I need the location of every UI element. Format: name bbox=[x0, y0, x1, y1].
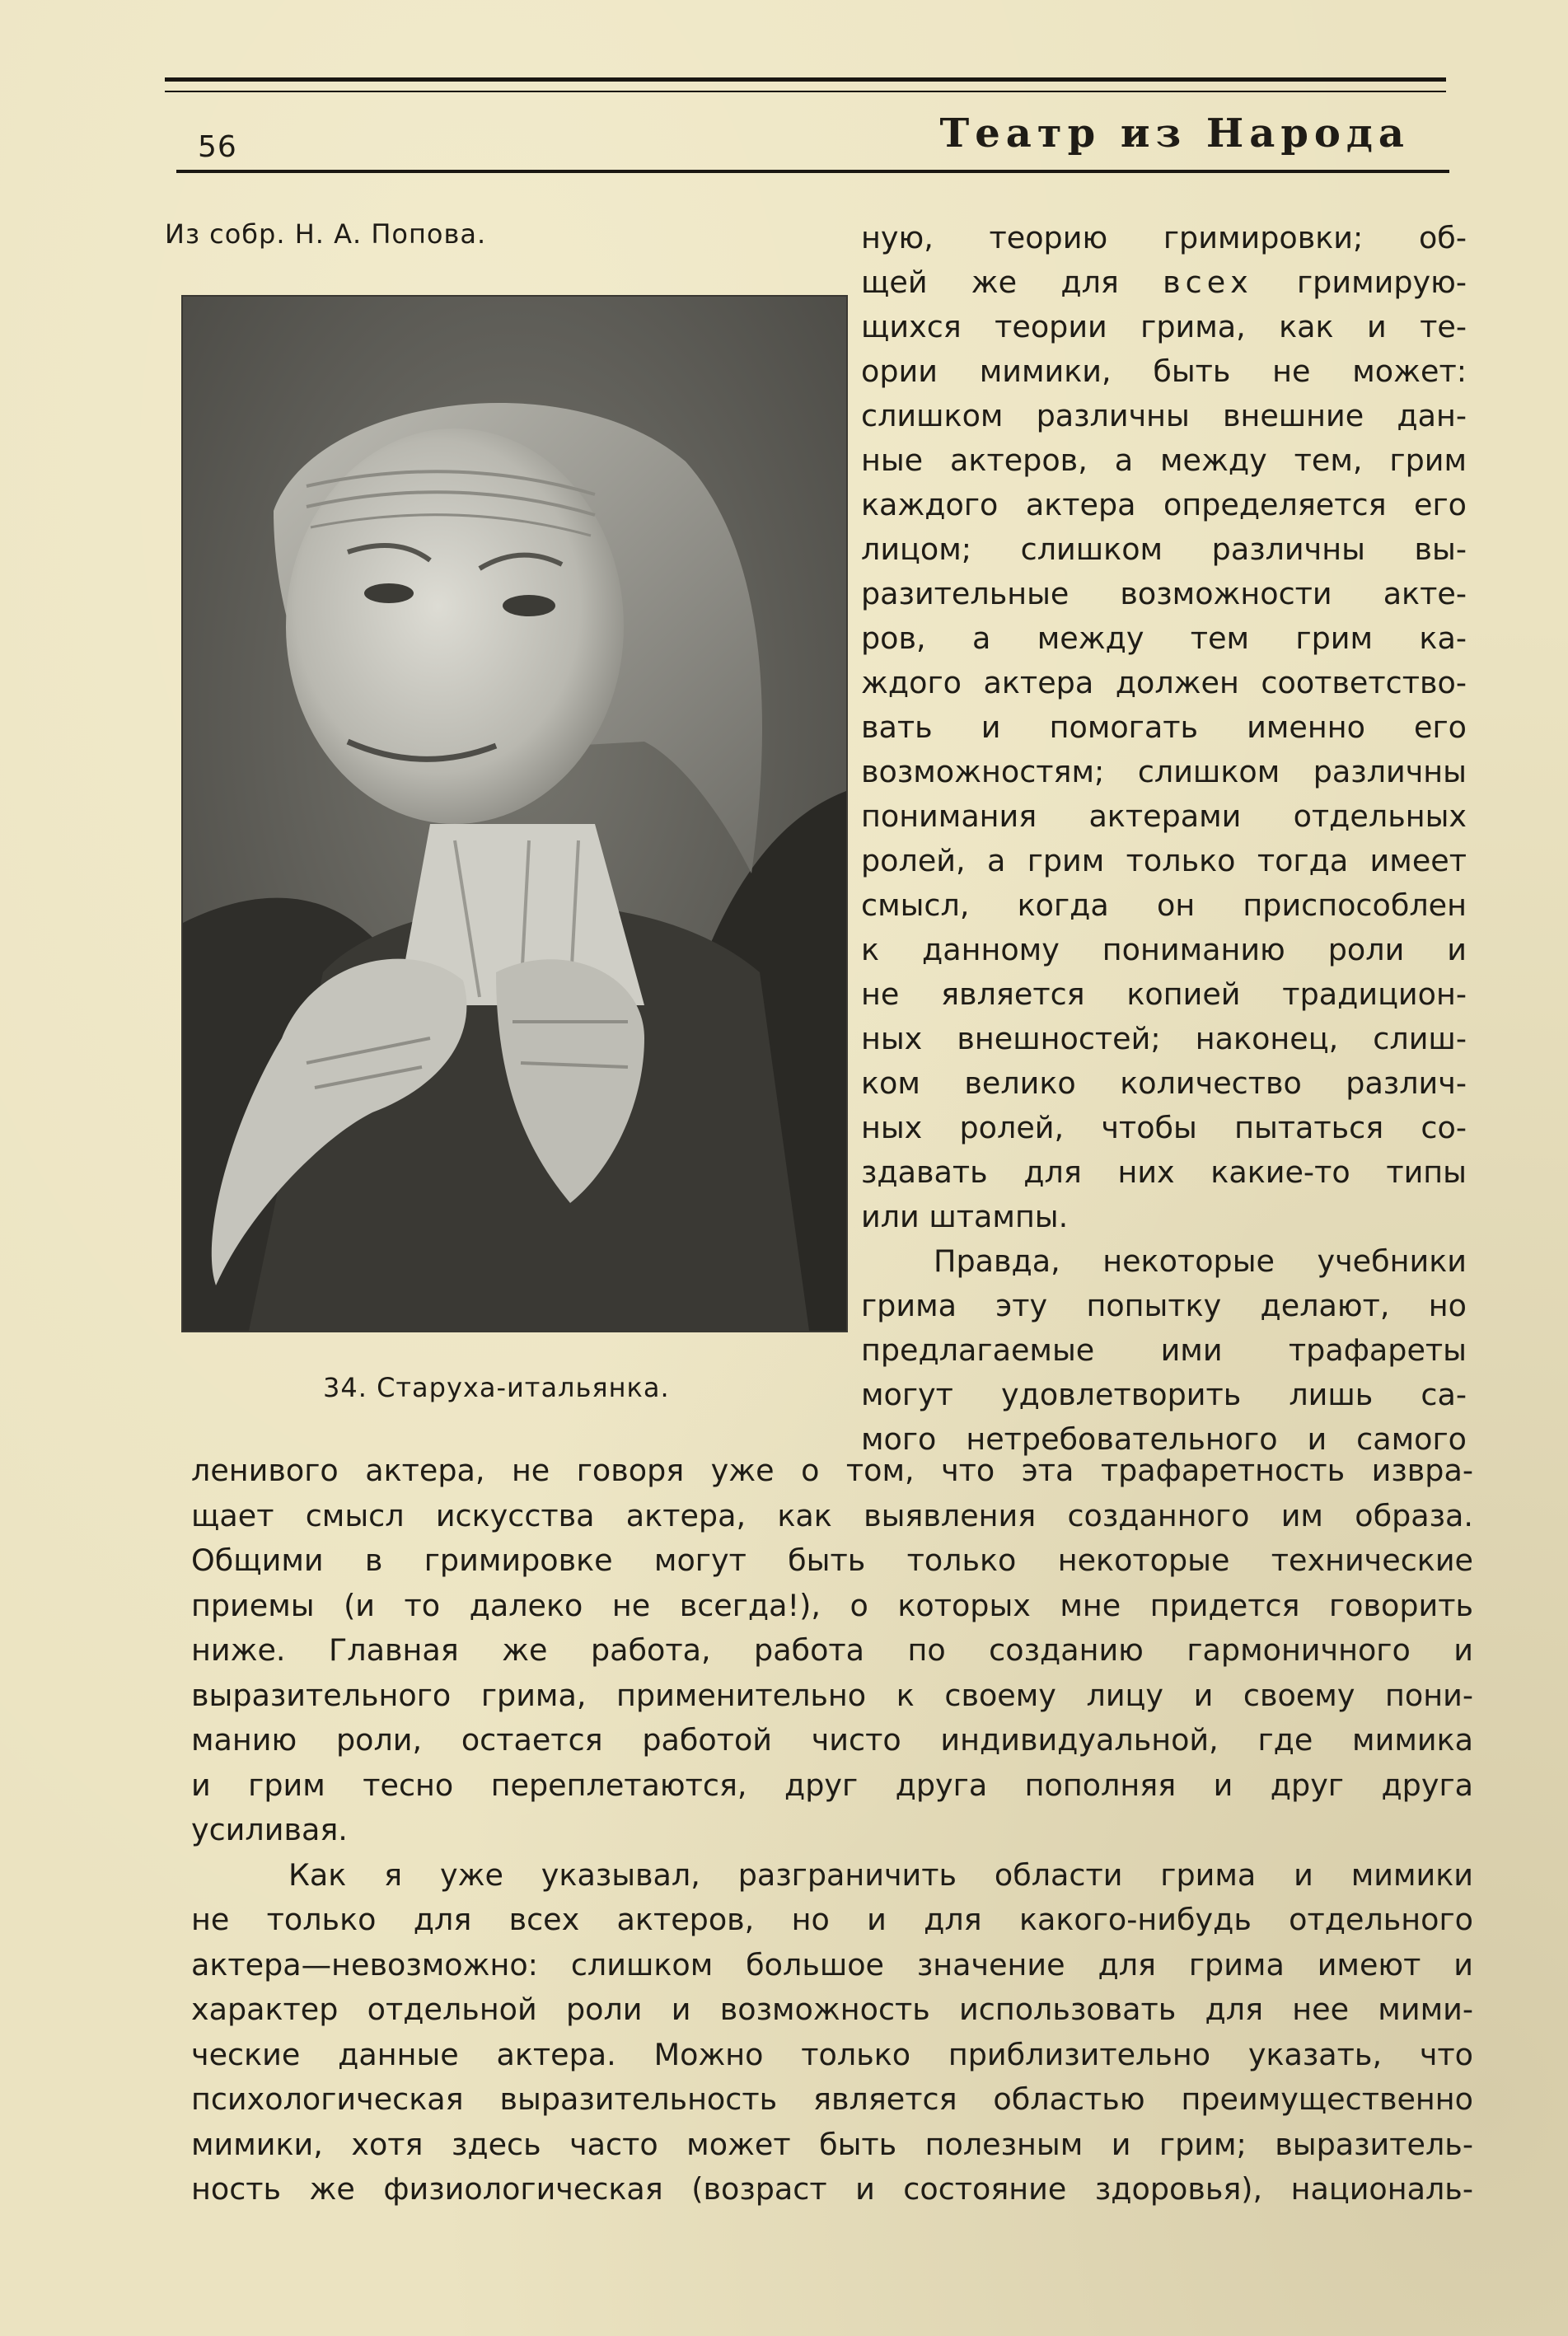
header-rule-bottom bbox=[176, 170, 1449, 173]
text-line: слишком различны внешние дан- bbox=[861, 398, 1467, 433]
text-line: ческие данные актера. Можно только приблизительно указать, что bbox=[191, 2036, 1473, 2072]
full-width-text bbox=[191, 1449, 1473, 2212]
text-line: возможностям; слишком различны bbox=[861, 754, 1467, 789]
text-line: актера—невозможно: слишком большое значение для грима имеют и bbox=[191, 1946, 1473, 1983]
page-number: 56 bbox=[198, 130, 237, 164]
text-line: вать и помогать именно его bbox=[861, 709, 1467, 745]
text-line: или штампы. bbox=[861, 1199, 1069, 1234]
text-line: не только для всех актеров, но и для какого-нибудь отдельного bbox=[191, 1902, 1473, 1937]
text-line: и грим тесно переплетаются, друг друга пополняя и друг друга bbox=[191, 1767, 1473, 1803]
text-line: ниже. Главная же работа, работа по созданию гармоничного и bbox=[191, 1632, 1473, 1668]
text-line: ные актеров, а между тем, грим bbox=[861, 442, 1467, 478]
text-line: ком велико количество различ- bbox=[861, 1065, 1467, 1101]
header-rule-top-thin bbox=[165, 91, 1446, 92]
text-line: Общими в гримировке могут быть только некоторые технические bbox=[191, 1543, 1473, 1578]
text-line: к данному пониманию роли и bbox=[861, 932, 1467, 967]
right-column-text bbox=[861, 216, 1467, 1462]
text-line: предлагаемые ими трафареты bbox=[861, 1332, 1467, 1368]
text-line: каждого актера определяется его bbox=[861, 487, 1467, 522]
text-line: грима эту попытку делают, но bbox=[861, 1288, 1467, 1323]
text-line: ории мимики, быть не может: bbox=[861, 353, 1467, 389]
text-line: ждого актера должен соответство- bbox=[861, 665, 1467, 700]
text-line: понимания актерами отдельных bbox=[861, 798, 1467, 834]
text-line: здавать для них какие-то типы bbox=[861, 1154, 1467, 1190]
portrait-photo bbox=[181, 295, 848, 1332]
text-line: ных внешностей; наконец, слиш- bbox=[861, 1021, 1467, 1056]
text-line: ролей, а грим только тогда имеет bbox=[861, 843, 1467, 878]
text-line: щихся теории грима, как и те- bbox=[861, 309, 1467, 344]
paragraph-start-line: Правда, некоторые учебники bbox=[934, 1243, 1467, 1279]
text-line: усиливая. bbox=[191, 1812, 348, 1847]
text-line: психологическая выразительность является областью преимущественно bbox=[191, 2081, 1473, 2117]
text-line: смысл, когда он приспособлен bbox=[861, 887, 1467, 923]
header-rule-top bbox=[165, 77, 1446, 82]
text-line: лицом; слишком различны вы- bbox=[861, 531, 1467, 567]
text-line: характер отдельной роли и возможность использовать для нее мими- bbox=[191, 1992, 1473, 2027]
paragraph-start-line: Как я уже указывал, разграничить области грима и мимики bbox=[288, 1856, 1473, 1893]
text-line: не является копией традицион- bbox=[861, 976, 1467, 1012]
portrait-photo-image bbox=[183, 297, 846, 1331]
text-line: ров, а между тем грим ка- bbox=[861, 620, 1467, 656]
text-line: ленивого актера, не говоря уже о том, что эта трафаретность извра- bbox=[191, 1453, 1473, 1488]
text-line: могут удовлетворить лишь са- bbox=[861, 1377, 1467, 1412]
text-line: ную, теорию гримировки; об- bbox=[861, 220, 1467, 255]
photo-caption: 34. Старуха-итальянка. bbox=[323, 1372, 670, 1403]
text-line: разительные возможности акте- bbox=[861, 576, 1467, 611]
text-line: щает смысл искусства актера, как выявления созданного им образа. bbox=[191, 1497, 1473, 1533]
text-line: мого нетребовательного и самого bbox=[861, 1421, 1467, 1457]
text-line: манию роли, остается работой чисто индивидуальной, где мимика bbox=[191, 1722, 1473, 1758]
text-line: ных ролей, чтобы пытаться со- bbox=[861, 1110, 1467, 1145]
running-head: Театр из Народа bbox=[939, 110, 1410, 157]
text-line: выразительного грима, применительно к своему лицу и своему пони- bbox=[191, 1677, 1473, 1713]
text-line: приемы (и то далеко не всегда!), о которых мне придется говорить bbox=[191, 1587, 1473, 1623]
text-line: ность же физиологическая (возраст и состояние здоровья), националь- bbox=[191, 2171, 1473, 2207]
text-line: щей же для всех гримирую- bbox=[861, 264, 1467, 300]
text-line: мимики, хотя здесь часто может быть полезным и грим; выразитель- bbox=[191, 2126, 1473, 2162]
photo-credit: Из собр. Н. А. Попова. bbox=[165, 218, 487, 250]
